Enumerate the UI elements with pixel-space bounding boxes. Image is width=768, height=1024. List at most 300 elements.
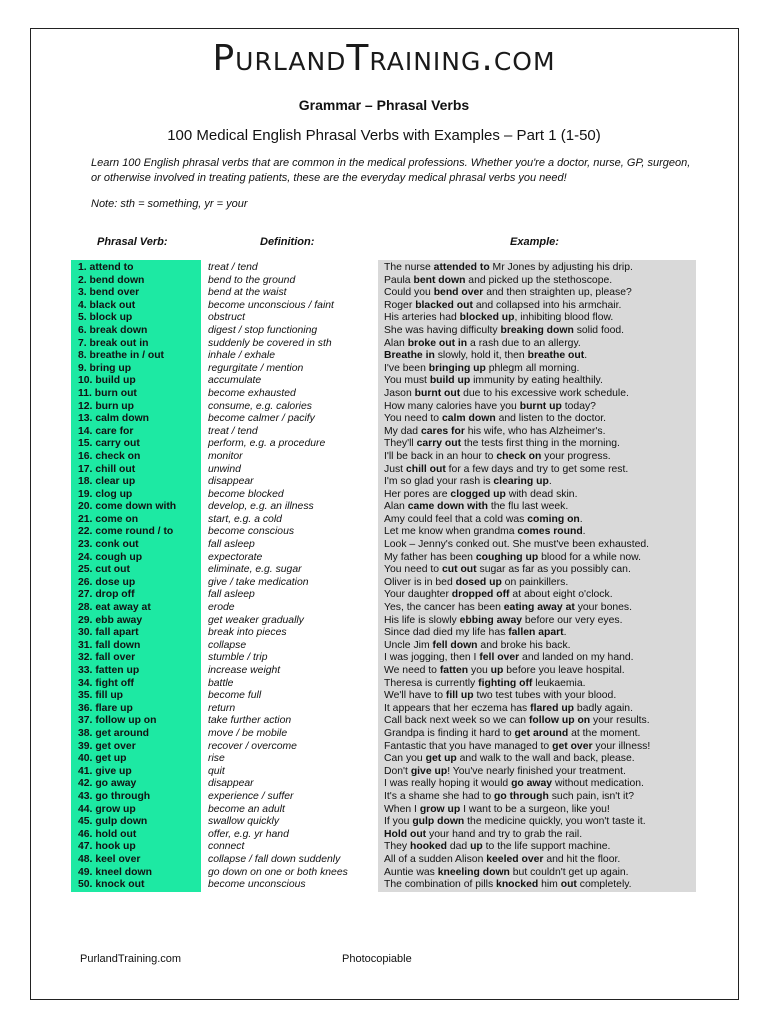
phrasal-verb: 26. dose up bbox=[78, 576, 136, 588]
example-text: When I bbox=[384, 803, 420, 815]
table-row bbox=[0, 300, 768, 313]
example-highlight: dosed up bbox=[455, 576, 502, 588]
example-text: immunity by eating healthily. bbox=[470, 375, 603, 387]
example-highlight: go through bbox=[494, 790, 549, 802]
example-text: to the life support machine. bbox=[482, 841, 611, 853]
definition: consume, e.g. calories bbox=[208, 400, 312, 412]
table-row bbox=[0, 325, 768, 338]
definition: start, e.g. a cold bbox=[208, 513, 282, 525]
example-highlight: fell down bbox=[432, 639, 478, 651]
phrasal-verb: 37. follow up on bbox=[78, 715, 157, 727]
example-highlight: broke out in bbox=[407, 337, 468, 349]
example-text: Your daughter bbox=[384, 589, 452, 601]
example-text: the medicine quickly, you won't taste it. bbox=[464, 816, 646, 828]
definition: bend to the ground bbox=[208, 274, 296, 286]
example-highlight: breathe out bbox=[527, 350, 585, 362]
table-row bbox=[0, 539, 768, 552]
example-sentence bbox=[384, 627, 567, 640]
phrasal-verb: 40. get up bbox=[78, 753, 127, 765]
example-text: with dead skin. bbox=[505, 488, 578, 500]
phrasal-verb: 49. kneel down bbox=[78, 866, 152, 878]
phrasal-verb: 28. eat away at bbox=[78, 602, 151, 614]
table-row bbox=[0, 476, 768, 489]
example-text: your results. bbox=[590, 715, 650, 727]
example-text: leukaemia. bbox=[532, 677, 586, 689]
phrasal-verb: 25. cut out bbox=[78, 564, 130, 576]
table-row bbox=[0, 867, 768, 880]
example-sentence bbox=[384, 715, 650, 728]
table-row bbox=[0, 338, 768, 351]
example-sentence bbox=[384, 350, 587, 363]
example-highlight: cut out bbox=[441, 564, 477, 576]
definition: become an adult bbox=[208, 803, 285, 815]
table-row bbox=[0, 363, 768, 376]
example-sentence bbox=[384, 312, 613, 325]
example-text: Don't bbox=[384, 765, 411, 777]
example-sentence bbox=[384, 413, 606, 426]
example-text: Uncle Jim bbox=[384, 639, 433, 651]
example-highlight: bringing up bbox=[428, 362, 486, 374]
phrasal-verb: 50. knock out bbox=[78, 879, 145, 891]
example-text: blood for a while now. bbox=[538, 551, 642, 563]
example-text: It's a shame she had to bbox=[384, 790, 494, 802]
phrasal-verb: 33. fatten up bbox=[78, 665, 140, 676]
table-row bbox=[0, 703, 768, 716]
example-sentence bbox=[384, 867, 629, 880]
example-highlight: calm down bbox=[441, 413, 496, 425]
definition: treat / tend bbox=[208, 425, 258, 437]
example-text: You must bbox=[384, 375, 430, 387]
example-text: his wife, who has Alzheimer's. bbox=[464, 425, 606, 437]
example-text: and hit the floor. bbox=[543, 853, 621, 865]
phrasal-verb: 46. hold out bbox=[78, 828, 137, 840]
table-row bbox=[0, 841, 768, 854]
example-highlight: follow up on bbox=[528, 715, 591, 727]
definition: become conscious bbox=[208, 526, 295, 538]
table-row bbox=[0, 426, 768, 439]
example-sentence bbox=[384, 325, 624, 338]
example-sentence bbox=[384, 275, 612, 288]
definition: go down on one or both knees bbox=[208, 866, 348, 878]
example-text: Paula bbox=[384, 274, 414, 286]
table-row bbox=[0, 262, 768, 275]
definition: get weaker gradually bbox=[208, 614, 304, 626]
definition: battle bbox=[208, 677, 234, 689]
example-text: you bbox=[468, 665, 491, 676]
table-row bbox=[0, 602, 768, 615]
example-highlight: knocked bbox=[496, 879, 539, 891]
phrasal-verb: 18. clear up bbox=[78, 476, 136, 488]
definition: take further action bbox=[208, 715, 292, 727]
definition: collapse bbox=[208, 639, 247, 651]
example-highlight: carry out bbox=[416, 438, 462, 450]
example-text: . bbox=[563, 627, 567, 639]
example-highlight: get up bbox=[425, 753, 457, 765]
example-highlight: gulp down bbox=[412, 816, 465, 828]
table-row bbox=[0, 690, 768, 703]
example-sentence bbox=[384, 753, 635, 766]
example-text: at the moment. bbox=[568, 727, 641, 739]
table-row bbox=[0, 275, 768, 288]
phrasal-verb: 9. bring up bbox=[78, 362, 132, 374]
footer-photocopiable: Photocopiable bbox=[342, 953, 412, 965]
phrasal-verb: 2. bend down bbox=[78, 274, 145, 286]
example-text: on painkillers. bbox=[501, 576, 569, 588]
example-sentence bbox=[384, 589, 613, 602]
example-sentence bbox=[384, 401, 596, 414]
example-text: the tests first thing in the morning. bbox=[461, 438, 620, 450]
table-row bbox=[0, 401, 768, 414]
example-sentence bbox=[384, 375, 603, 388]
example-highlight: burnt out bbox=[414, 387, 461, 399]
phrasal-verb: 29. ebb away bbox=[78, 614, 143, 626]
example-highlight: fatten bbox=[439, 665, 469, 676]
example-text: . bbox=[548, 476, 552, 488]
example-text: Oliver is in bed bbox=[384, 576, 456, 588]
example-text: Call back next week so we can bbox=[384, 715, 529, 727]
header-definition: Definition: bbox=[260, 236, 315, 248]
example-text: Mr Jones by adjusting his drip. bbox=[489, 262, 633, 273]
page-title: 100 Medical English Phrasal Verbs with Examples – Part 1 (1-50) bbox=[167, 127, 601, 144]
phrasal-verb: 20. come down with bbox=[78, 501, 177, 513]
example-text: your illness! bbox=[592, 740, 651, 752]
table-row bbox=[0, 627, 768, 640]
table-row bbox=[0, 640, 768, 653]
phrasal-verb: 27. drop off bbox=[78, 589, 135, 601]
definition: rise bbox=[208, 753, 225, 765]
table-row bbox=[0, 753, 768, 766]
example-highlight: out bbox=[560, 879, 577, 891]
table-row bbox=[0, 678, 768, 691]
definition: recover / overcome bbox=[208, 740, 297, 752]
example-sentence bbox=[384, 640, 571, 653]
definition: fall asleep bbox=[208, 539, 255, 551]
example-highlight: clearing up bbox=[493, 476, 549, 488]
example-text: slowly, hold it, then bbox=[434, 350, 528, 362]
example-text: I was really hoping it would bbox=[384, 778, 512, 790]
example-text: at about eight o'clock. bbox=[509, 589, 613, 601]
example-text: Roger bbox=[384, 299, 416, 311]
example-text: My father has been bbox=[384, 551, 476, 563]
example-highlight: fell over bbox=[479, 652, 520, 664]
example-text: Alan bbox=[384, 501, 408, 513]
example-sentence bbox=[384, 577, 568, 590]
example-highlight: ebbing away bbox=[459, 614, 522, 626]
example-text: dad bbox=[446, 841, 471, 853]
phrasal-verb: 48. keel over bbox=[78, 853, 141, 865]
table-row bbox=[0, 388, 768, 401]
example-sentence bbox=[384, 501, 568, 514]
definition: fall asleep bbox=[208, 589, 255, 601]
example-text: ! You've nearly finished your treatment. bbox=[447, 765, 626, 777]
example-highlight: get over bbox=[552, 740, 593, 752]
example-sentence bbox=[384, 438, 620, 451]
example-highlight: cares for bbox=[420, 425, 465, 437]
example-sentence bbox=[384, 287, 632, 300]
phrasal-verb: 21. come on bbox=[78, 513, 139, 525]
definition: move / be mobile bbox=[208, 727, 288, 739]
definition: expectorate bbox=[208, 551, 263, 563]
example-text: The nurse bbox=[384, 262, 434, 273]
definition: develop, e.g. an illness bbox=[208, 501, 314, 513]
example-highlight: get around bbox=[514, 727, 569, 739]
example-text: before our very eyes. bbox=[522, 614, 623, 626]
example-text: How many calories have you bbox=[384, 400, 520, 412]
example-text: Alan bbox=[384, 337, 408, 349]
example-sentence bbox=[384, 829, 582, 842]
example-sentence bbox=[384, 300, 621, 313]
phrasal-verb: 32. fall over bbox=[78, 652, 136, 664]
table-row bbox=[0, 816, 768, 829]
table-row bbox=[0, 451, 768, 464]
example-text: Her pores are bbox=[384, 488, 451, 500]
footer-site: PurlandTraining.com bbox=[80, 953, 182, 965]
definition: accumulate bbox=[208, 375, 262, 387]
example-highlight: blacked out bbox=[415, 299, 473, 311]
example-highlight: flared up bbox=[530, 702, 575, 714]
table-row bbox=[0, 438, 768, 451]
example-text: . bbox=[582, 526, 586, 538]
example-sentence bbox=[384, 854, 620, 867]
example-highlight: bend over bbox=[433, 287, 484, 299]
phrasal-verb: 34. fight off bbox=[78, 677, 134, 689]
example-text: Since dad died my life has bbox=[384, 627, 509, 639]
example-text: His life is slowly bbox=[384, 614, 460, 626]
example-text: I want to be a surgeon, like you! bbox=[460, 803, 610, 815]
table-row bbox=[0, 589, 768, 602]
table-row bbox=[0, 741, 768, 754]
example-sentence bbox=[384, 841, 610, 854]
example-text: They'll bbox=[384, 438, 417, 450]
phrasal-verb: 4. black out bbox=[78, 299, 136, 311]
phrasal-verb: 10. build up bbox=[78, 375, 136, 387]
definition: stumble / trip bbox=[208, 652, 268, 664]
example-highlight: blocked up bbox=[459, 312, 515, 324]
example-text: , inhibiting blood flow. bbox=[514, 312, 614, 324]
example-sentence bbox=[384, 879, 632, 892]
table-row bbox=[0, 464, 768, 477]
table-row bbox=[0, 564, 768, 577]
example-text: She was having difficulty bbox=[384, 324, 501, 336]
example-highlight: comes round bbox=[517, 526, 583, 538]
definition: become full bbox=[208, 690, 262, 702]
example-text: without medication. bbox=[552, 778, 644, 790]
example-highlight: Breathe in bbox=[384, 350, 435, 362]
definition: collapse / fall down suddenly bbox=[208, 853, 341, 865]
example-text: Can you bbox=[384, 753, 426, 765]
definition: monitor bbox=[208, 450, 243, 462]
example-highlight: clogged up bbox=[450, 488, 506, 500]
example-text: but couldn't get up again. bbox=[509, 866, 629, 878]
example-text: the flu last week. bbox=[487, 501, 569, 513]
example-text: His arteries had bbox=[384, 312, 460, 324]
example-text: . bbox=[584, 350, 588, 362]
phrasal-verb: 8. breathe in / out bbox=[78, 350, 165, 362]
example-sentence bbox=[384, 363, 579, 376]
example-sentence bbox=[384, 816, 646, 829]
example-sentence bbox=[384, 665, 625, 678]
definition: unwind bbox=[208, 463, 241, 475]
table-row bbox=[0, 501, 768, 514]
example-highlight: grow up bbox=[419, 803, 461, 815]
example-text: and collapsed into his armchair. bbox=[472, 299, 622, 311]
table-row bbox=[0, 615, 768, 628]
table-row bbox=[0, 854, 768, 867]
page-subtitle: Grammar – Phrasal Verbs bbox=[298, 97, 470, 113]
example-text: My dad bbox=[384, 425, 421, 437]
example-text: completely. bbox=[576, 879, 632, 891]
phrasal-verb: 44. grow up bbox=[78, 803, 136, 815]
table-row bbox=[0, 489, 768, 502]
example-text: You need to bbox=[384, 413, 442, 425]
example-sentence bbox=[384, 388, 629, 401]
example-highlight: Hold out bbox=[384, 828, 427, 840]
phrasal-verb: 43. go through bbox=[78, 790, 151, 802]
example-sentence bbox=[384, 489, 577, 502]
phrasal-verb: 39. get over bbox=[78, 740, 136, 752]
definition: connect bbox=[208, 841, 245, 853]
example-highlight: give up bbox=[410, 765, 448, 777]
phrasal-verb: 47. hook up bbox=[78, 841, 136, 853]
example-text: I'll be back in an hour to bbox=[384, 450, 497, 462]
example-sentence bbox=[384, 615, 623, 628]
example-sentence bbox=[384, 464, 628, 477]
phrasal-verb: 6. break down bbox=[78, 324, 148, 336]
example-text: I was jogging, then I bbox=[384, 652, 480, 664]
example-sentence bbox=[384, 262, 633, 275]
example-sentence bbox=[384, 539, 649, 552]
example-text: and listen to the doctor. bbox=[495, 413, 607, 425]
example-highlight: coming on bbox=[527, 513, 580, 525]
table-row bbox=[0, 413, 768, 426]
example-text: It appears that her eczema has bbox=[384, 702, 531, 714]
example-text: sugar as far as you possibly can. bbox=[476, 564, 631, 576]
phrasal-verb: 38. get around bbox=[78, 727, 150, 739]
definition: disappear bbox=[208, 476, 254, 488]
table-row bbox=[0, 665, 768, 678]
definition: erode bbox=[208, 602, 235, 614]
intro-paragraph: Learn 100 English phrasal verbs that are common in the medical professions. Whether you're a doctor, nurse, GP, surgeon, or otherwise involved in treating patients, these are the everyday medical phrasal verbs you need! bbox=[91, 157, 691, 184]
phrasal-verb: 22. come round / to bbox=[78, 526, 174, 538]
example-text: solid food. bbox=[573, 324, 625, 336]
definition: become exhausted bbox=[208, 387, 296, 399]
table-row bbox=[0, 791, 768, 804]
example-sentence bbox=[384, 338, 581, 351]
example-text: . bbox=[579, 513, 583, 525]
example-text: They bbox=[384, 841, 410, 853]
definition: give / take medication bbox=[208, 576, 309, 588]
example-sentence bbox=[384, 678, 586, 691]
definition: swallow quickly bbox=[208, 816, 280, 828]
example-sentence bbox=[384, 804, 610, 817]
example-sentence bbox=[384, 476, 552, 489]
table-row bbox=[0, 375, 768, 388]
example-sentence bbox=[384, 514, 583, 527]
example-sentence bbox=[384, 703, 633, 716]
example-text: Yes, the cancer has been bbox=[384, 602, 504, 614]
example-text: Grandpa is finding it hard to bbox=[384, 727, 515, 739]
phrasal-verb: 14. care for bbox=[78, 425, 134, 437]
example-highlight: fallen apart bbox=[508, 627, 564, 639]
table-row bbox=[0, 778, 768, 791]
definition: offer, e.g. yr hand bbox=[208, 828, 289, 840]
example-highlight: check on bbox=[496, 450, 542, 462]
example-sentence bbox=[384, 526, 586, 539]
example-sentence bbox=[384, 728, 640, 741]
brand-logo: PurlandTraining.com bbox=[212, 38, 556, 79]
example-text: your hand and try to grab the rail. bbox=[426, 828, 583, 840]
example-highlight: build up bbox=[429, 375, 471, 387]
phrasal-verb-table bbox=[0, 262, 768, 892]
phrasal-verb: 1. attend to bbox=[78, 262, 134, 273]
example-highlight: eating away at bbox=[503, 602, 575, 614]
example-text: Just bbox=[384, 463, 406, 475]
example-text: Let me know when grandma bbox=[384, 526, 518, 538]
definition: disappear bbox=[208, 778, 254, 790]
table-row bbox=[0, 526, 768, 539]
phrasal-verb: 24. cough up bbox=[78, 551, 143, 563]
example-text: Theresa is currently bbox=[384, 677, 479, 689]
example-text: due to his excessive work schedule. bbox=[460, 387, 629, 399]
example-highlight: fighting off bbox=[478, 677, 533, 689]
table-row bbox=[0, 715, 768, 728]
example-text: badly again. bbox=[574, 702, 633, 714]
example-sentence bbox=[384, 426, 605, 439]
example-text: Jason bbox=[384, 387, 415, 399]
example-highlight: hooked bbox=[410, 841, 447, 853]
header-example: Example: bbox=[510, 236, 559, 248]
table-row bbox=[0, 552, 768, 565]
definition: increase weight bbox=[208, 665, 281, 676]
example-text: and broke his back. bbox=[477, 639, 571, 651]
table-row bbox=[0, 728, 768, 741]
phrasal-verb: 35. fill up bbox=[78, 690, 124, 702]
phrasal-verb: 36. flare up bbox=[78, 702, 133, 714]
definition: experience / suffer bbox=[208, 790, 294, 802]
example-text: You need to bbox=[384, 564, 442, 576]
example-highlight: kneeling down bbox=[437, 866, 510, 878]
example-highlight: dropped off bbox=[451, 589, 510, 601]
table-row bbox=[0, 652, 768, 665]
table-row bbox=[0, 879, 768, 892]
example-text: We need to bbox=[384, 665, 440, 676]
example-sentence bbox=[384, 451, 611, 464]
example-text: your progress. bbox=[541, 450, 611, 462]
phrasal-verb: 30. fall apart bbox=[78, 627, 139, 639]
example-highlight: go away bbox=[511, 778, 553, 790]
table-row bbox=[0, 577, 768, 590]
example-text: All of a sudden Alison bbox=[384, 853, 487, 865]
example-text: If you bbox=[384, 816, 413, 828]
example-text: The combination of pills bbox=[384, 879, 497, 891]
definition: digest / stop functioning bbox=[208, 324, 318, 336]
definition: eliminate, e.g. sugar bbox=[208, 564, 302, 576]
example-highlight: up bbox=[470, 841, 483, 853]
definition: bend at the waist bbox=[208, 287, 287, 299]
example-highlight: bent down bbox=[413, 274, 466, 286]
example-text: for a few days and try to get some rest. bbox=[445, 463, 629, 475]
table-row bbox=[0, 829, 768, 842]
example-text: and then straighten up, please? bbox=[483, 287, 632, 299]
phrasal-verb: 11. burn out bbox=[78, 387, 137, 399]
phrasal-verb: 23. conk out bbox=[78, 539, 139, 551]
example-text: We'll have to bbox=[384, 690, 446, 702]
example-highlight: came down with bbox=[407, 501, 488, 513]
example-sentence bbox=[384, 778, 644, 791]
definition: suddenly be covered in sth bbox=[208, 337, 332, 349]
definition: become blocked bbox=[208, 488, 284, 500]
phrasal-verb: 19. clog up bbox=[78, 488, 133, 500]
